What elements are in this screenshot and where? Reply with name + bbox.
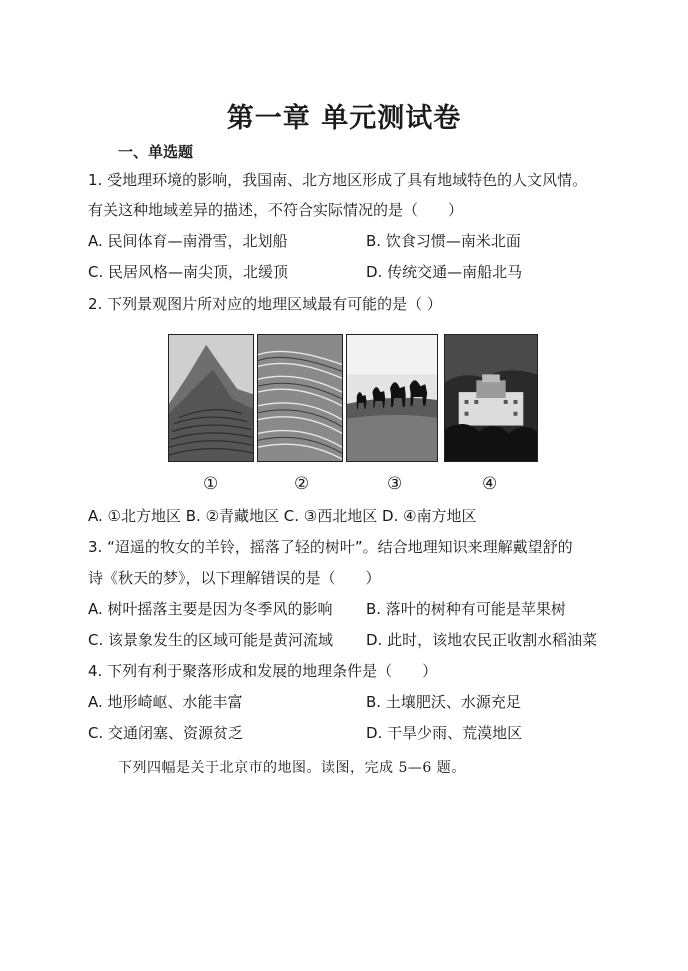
q3-option-b: B. 落叶的树种有可能是苹果树 xyxy=(366,600,566,618)
photo-label-3: ③ xyxy=(387,474,403,494)
q1-option-c: C. 民居风格—南尖顶，北缓顶 xyxy=(88,263,289,281)
q1-option-a: A. 民间体育—南滑雪，北划船 xyxy=(88,232,288,250)
q3-option-a: A. 树叶摇落主要是因为冬季风的影响 xyxy=(88,600,333,618)
instruction-note: 下列四幅是关于北京市的地图。读图，完成 5—6 题。 xyxy=(118,760,466,776)
q3-option-c: C. 该景象发生的区域可能是黄河流域 xyxy=(88,631,334,649)
q1-option-b: B. 饮食习惯—南米北面 xyxy=(366,232,521,250)
q4-option-c: C. 交通闭塞、资源贫乏 xyxy=(88,724,244,742)
photo-label-1: ① xyxy=(203,474,219,494)
page-title: 第一章 单元测试卷 xyxy=(226,103,462,134)
landscape-photos xyxy=(168,334,538,462)
potala-palace-photo xyxy=(444,334,538,462)
q3-option-d: D. 此时，该地农民正收割水稻油菜 xyxy=(366,631,598,649)
terraced-mountain-photo xyxy=(168,334,254,462)
q4-stem: 4. 下列有利于聚落形成和发展的地理条件是（ ） xyxy=(88,662,438,680)
camel-caravan-photo xyxy=(346,334,438,462)
q3-stem-line1: 3. “迢遥的牧女的羊铃，摇落了轻的树叶”。结合地理知识来理解戴望舒的 xyxy=(88,538,573,556)
q1-stem-line2: 有关这种地域差异的描述，不符合实际情况的是（ ） xyxy=(88,201,464,219)
q3-stem-line2: 诗《秋天的梦》，以下理解错误的是（ ） xyxy=(88,569,381,587)
q2-stem: 2. 下列景观图片所对应的地理区域最有可能的是（ ） xyxy=(88,295,442,313)
photo-label-2: ② xyxy=(294,474,310,494)
section-heading: 一、单选题 xyxy=(118,143,194,161)
photo-label-4: ④ xyxy=(482,474,498,494)
q2-options: A. ①北方地区 B. ②青藏地区 C. ③西北地区 D. ④南方地区 xyxy=(88,507,477,525)
rice-terraces-photo xyxy=(257,334,343,462)
q4-option-b: B. 土壤肥沃、水源充足 xyxy=(366,693,521,711)
q4-option-a: A. 地形崎岖、水能丰富 xyxy=(88,693,243,711)
q1-option-d: D. 传统交通—南船北马 xyxy=(366,263,523,281)
q1-stem-line1: 1. 受地理环境的影响，我国南、北方地区形成了具有地域特色的人文风情。 xyxy=(88,171,588,189)
q4-option-d: D. 干旱少雨、荒漠地区 xyxy=(366,724,523,742)
